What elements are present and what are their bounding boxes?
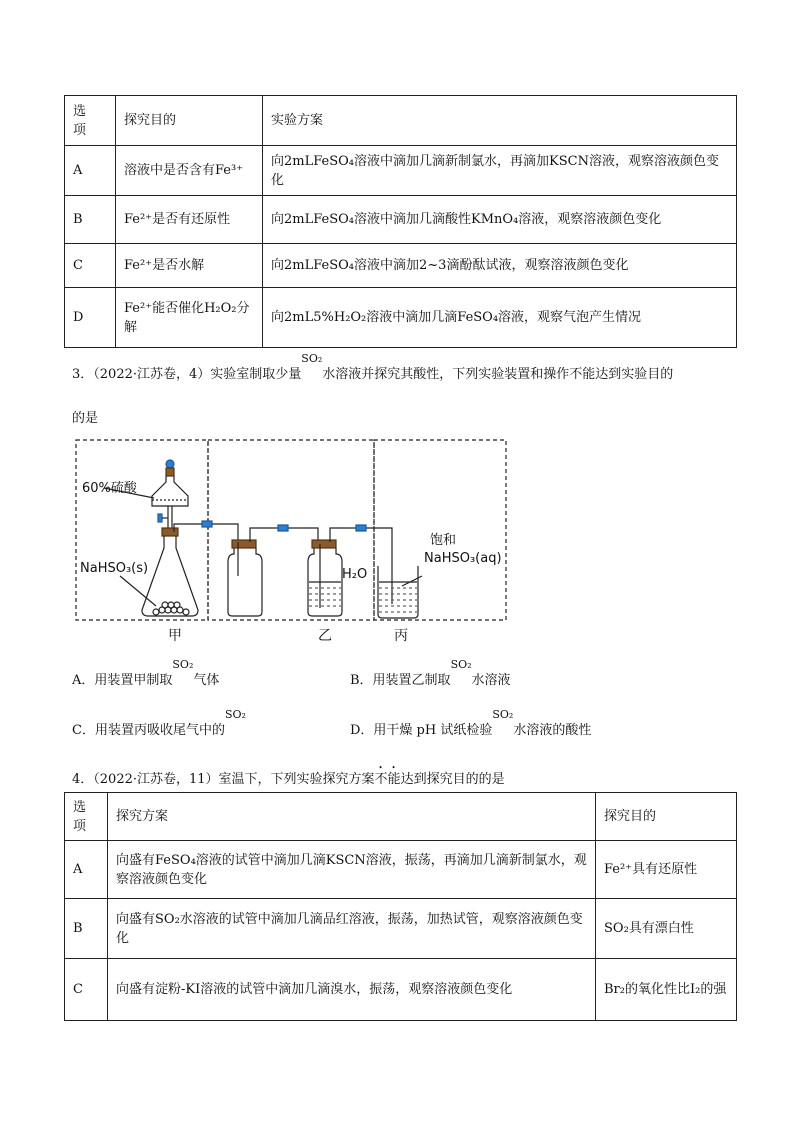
row-option: D bbox=[65, 288, 116, 348]
question-stem-part: 达到探究目的的是 bbox=[400, 772, 505, 787]
table-header-row bbox=[65, 793, 737, 841]
table-row bbox=[65, 146, 737, 196]
table-header-row bbox=[65, 96, 737, 146]
label-part-bing: 丙 bbox=[394, 628, 408, 644]
formula-so2: SO₂ bbox=[172, 658, 194, 671]
formula-so2: SO₂ bbox=[301, 352, 323, 365]
beaker bbox=[378, 566, 422, 618]
option-b bbox=[350, 658, 511, 690]
question-stem-part: （2022·江苏卷，4）实验室制取少量 bbox=[93, 367, 302, 382]
question-3-stem bbox=[72, 352, 752, 384]
label-part-yi: 乙 bbox=[318, 628, 332, 644]
row-purpose: SO₂具有漂白性 bbox=[596, 899, 737, 959]
formula-so2: SO₂ bbox=[450, 658, 472, 671]
conical-flask bbox=[104, 488, 198, 616]
row-purpose: Fe²⁺能否催化H₂O₂分解 bbox=[116, 288, 263, 348]
question-number: 4． bbox=[72, 772, 94, 787]
option-d bbox=[350, 708, 592, 740]
option-text: D．用干燥 pH 试纸检验 bbox=[350, 723, 493, 738]
option-text: 水溶液 bbox=[471, 673, 511, 688]
col-header-purpose: 探究目的 bbox=[116, 96, 263, 146]
row-option: A bbox=[65, 841, 108, 899]
row-option: A bbox=[65, 146, 116, 196]
label-water: H₂O bbox=[342, 567, 368, 582]
table-q2 bbox=[64, 95, 737, 348]
question-stem-part: （2022·江苏卷，11）室温下，下列实验探究方案 bbox=[93, 772, 375, 787]
option-text: A．用装置甲制取 bbox=[72, 673, 173, 688]
col-header-purpose: 探究目的 bbox=[596, 793, 737, 841]
label-part-jia: 甲 bbox=[168, 628, 182, 644]
row-option: B bbox=[65, 196, 116, 244]
row-purpose: Fe²⁺是否有还原性 bbox=[116, 196, 263, 244]
row-plan: 向2mL5%H₂O₂溶液中滴加几滴FeSO₄溶液，观察气泡产生情况 bbox=[263, 288, 737, 348]
question-4-stem bbox=[72, 764, 505, 789]
row-option: B bbox=[65, 899, 108, 959]
table-row bbox=[65, 288, 737, 348]
row-purpose: Fe²⁺是否水解 bbox=[116, 244, 263, 288]
row-plan: 向2mLFeSO₄溶液中滴加2~3滴酚酞试液，观察溶液颜色变化 bbox=[263, 244, 737, 288]
row-plan: 向2mLFeSO₄溶液中滴加几滴新制氯水，再滴加KSCN溶液，观察溶液颜色变化 bbox=[263, 146, 737, 196]
frame-jia bbox=[76, 440, 208, 620]
frame-bing bbox=[374, 440, 506, 620]
table-row bbox=[65, 841, 737, 899]
label-saturated: 饱和 bbox=[430, 533, 457, 548]
row-plan: 向盛有淀粉-KI溶液的试管中滴加几滴溴水，振荡，观察溶液颜色变化 bbox=[108, 959, 596, 1021]
table-row bbox=[65, 196, 737, 244]
col-header-plan: 探究方案 bbox=[108, 793, 596, 841]
option-c bbox=[72, 708, 246, 740]
formula-so2: SO₂ bbox=[492, 708, 514, 721]
option-a bbox=[72, 658, 220, 690]
table-row bbox=[65, 899, 737, 959]
row-option: C bbox=[65, 959, 108, 1021]
row-plan: 向2mLFeSO₄溶液中滴加几滴酸性KMnO₄溶液，观察溶液颜色变化 bbox=[263, 196, 737, 244]
label-saturated-solution: NaHSO₃(aq) bbox=[424, 551, 502, 566]
row-purpose: Fe²⁺具有还原性 bbox=[596, 841, 737, 899]
label-acid: 60%硫酸 bbox=[82, 481, 137, 496]
label-solid: NaHSO₃(s) bbox=[80, 561, 149, 576]
option-text: 气体 bbox=[193, 673, 220, 688]
option-text: C．用装置丙吸收尾气中的 bbox=[72, 723, 225, 738]
table-row bbox=[65, 244, 737, 288]
formula-so2: SO₂ bbox=[224, 708, 246, 721]
gas-collecting-bottle bbox=[228, 525, 318, 616]
question-stem-part: 水溶液并探究其酸性，下列实验装置和操作不能达到实验目的 bbox=[322, 367, 674, 382]
col-header-option: 选 项 bbox=[65, 96, 116, 146]
row-plan: 向盛有FeSO₄溶液的试管中滴加几滴KSCN溶液，振荡，再滴加几滴新制氯水，观察溶液颜色变化 bbox=[108, 841, 596, 899]
apparatus-figure bbox=[72, 436, 512, 646]
col-header-option: 选 项 bbox=[65, 793, 108, 841]
col-header-plan: 实验方案 bbox=[263, 96, 737, 146]
question-number: 3． bbox=[72, 367, 94, 382]
row-purpose: Br₂的氧化性比I₂的强 bbox=[596, 959, 737, 1021]
table-row bbox=[65, 959, 737, 1021]
row-option: C bbox=[65, 244, 116, 288]
frame-yi bbox=[208, 440, 374, 620]
row-plan: 向盛有SO₂水溶液的试管中滴加几滴品红溶液，振荡，加热试管，观察溶液颜色变化 bbox=[108, 899, 596, 959]
row-purpose: 溶液中是否含有Fe³⁺ bbox=[116, 146, 263, 196]
option-text: B．用装置乙制取 bbox=[350, 673, 451, 688]
table-q4 bbox=[64, 792, 737, 1021]
option-text: 水溶液的酸性 bbox=[513, 723, 592, 738]
question-3-stem-tail: 的是 bbox=[72, 411, 99, 426]
emphasis-text: 不能 bbox=[374, 772, 401, 787]
